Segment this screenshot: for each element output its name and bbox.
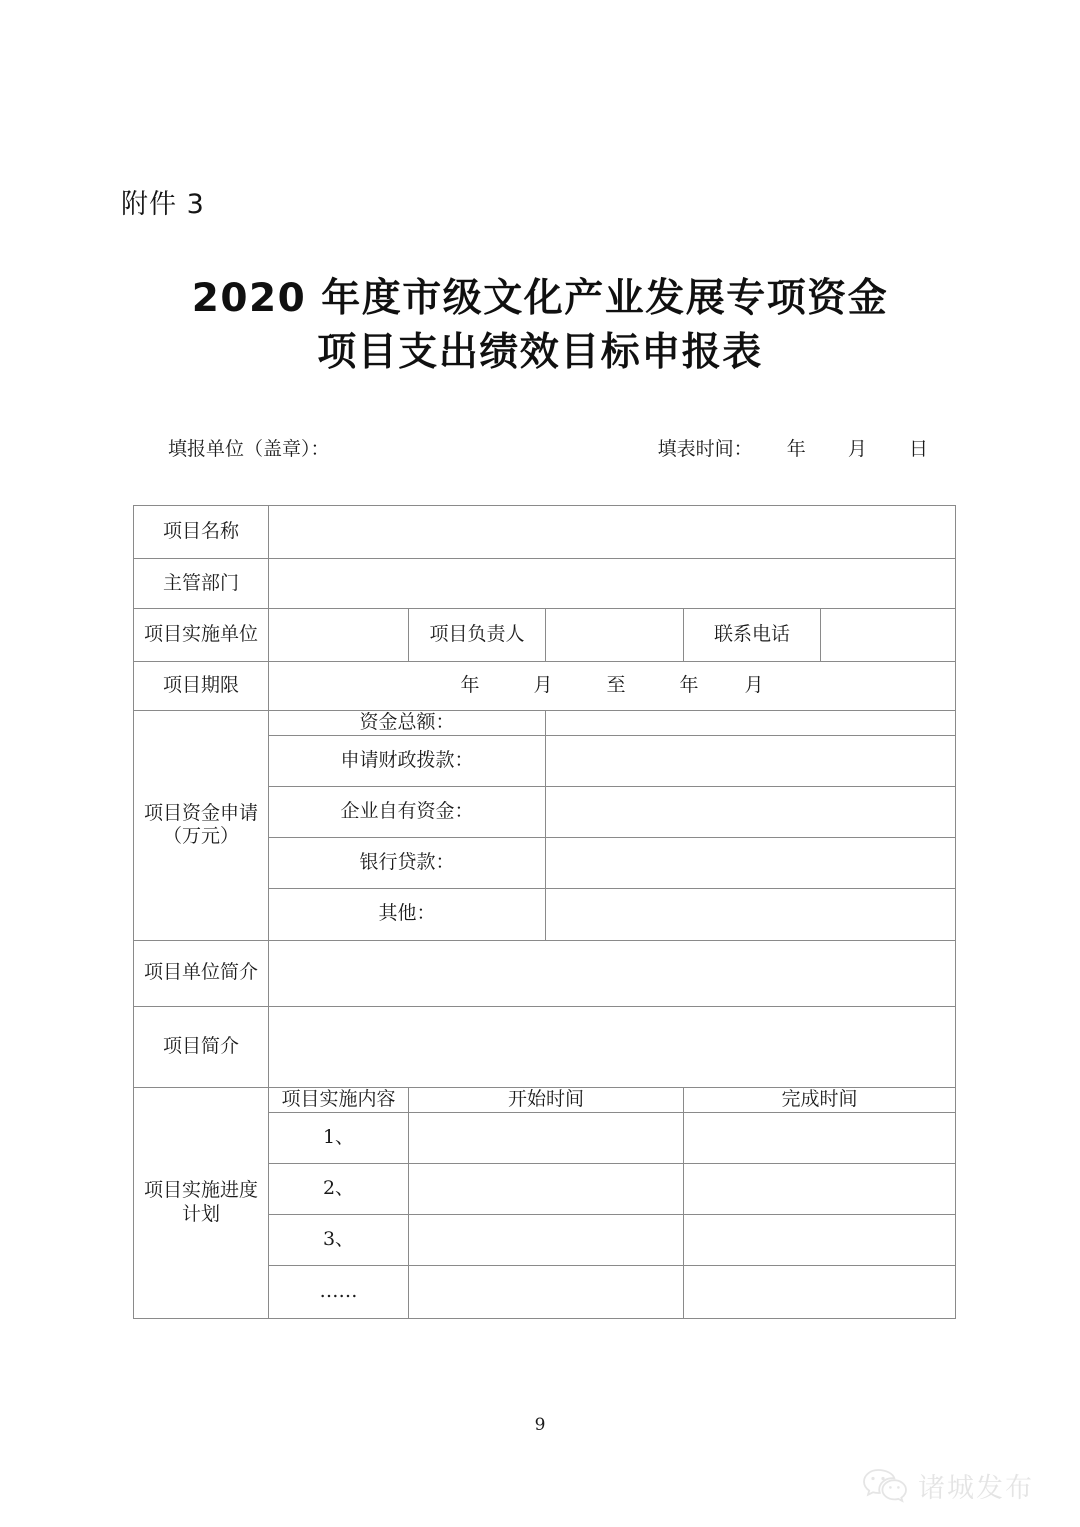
label-project-name: 项目名称 [134, 506, 269, 559]
header-schedule-content: 项目实施内容 [269, 1087, 409, 1112]
field-funding-item-4[interactable] [546, 888, 956, 940]
table-row-project-intro [134, 1006, 956, 1087]
period-month-end: 月 [744, 674, 764, 697]
field-schedule-start-0[interactable] [409, 1112, 684, 1163]
watermark-text: 诸城发布 [918, 1473, 1034, 1504]
field-schedule-start-3[interactable] [409, 1265, 684, 1318]
period-year-start: 年 [460, 674, 480, 697]
field-unit-intro[interactable] [269, 940, 956, 1006]
period-month-start: 月 [533, 674, 553, 697]
field-funding-item-1[interactable] [546, 735, 956, 786]
meta-row [168, 434, 950, 464]
table-row-schedule-header [134, 1087, 956, 1112]
title-line-1: 2020 年度市级文化产业发展专项资金 [191, 276, 889, 321]
field-contact-phone[interactable] [821, 609, 956, 662]
field-supervising-dept[interactable] [269, 559, 956, 609]
table-row-unit-intro [134, 940, 956, 1006]
fill-date-group [658, 434, 928, 461]
label-funding-item-4: 其他： [269, 888, 546, 940]
page-number: 9 [534, 1415, 546, 1435]
field-project-name[interactable] [269, 506, 956, 559]
table-row-implementing-unit [134, 609, 956, 662]
label-schedule-item-0: 1、 [269, 1112, 409, 1163]
performance-target-form-table [133, 505, 956, 1319]
label-supervising-dept: 主管部门 [134, 559, 269, 609]
fill-date-year: 年 [786, 438, 806, 460]
field-funding-item-3[interactable] [546, 837, 956, 888]
label-project-intro: 项目简介 [134, 1006, 269, 1087]
field-funding-item-0[interactable] [546, 711, 956, 736]
header-schedule-start: 开始时间 [409, 1087, 684, 1112]
label-contact-phone: 联系电话 [684, 609, 821, 662]
field-project-leader[interactable] [546, 609, 684, 662]
label-unit-intro: 项目单位简介 [134, 940, 269, 1006]
attachment-label: 附件 3 [121, 189, 205, 220]
fill-date-label: 填表时间： [657, 438, 753, 460]
field-schedule-end-2[interactable] [684, 1214, 956, 1265]
field-project-intro[interactable] [269, 1006, 956, 1087]
table-row-project-name [134, 506, 956, 559]
table-row-project-period [134, 662, 956, 711]
label-funding-item-0: 资金总额： [269, 711, 546, 736]
label-funding-item-3: 银行贷款： [269, 837, 546, 888]
label-funding-item-1: 申请财政拨款： [269, 735, 546, 786]
schedule-label-line-1: 项目实施进度 [143, 1178, 258, 1201]
page-title [0, 272, 1080, 380]
funding-label-line-2: （万元） [162, 825, 239, 848]
table-row-supervising-dept [134, 559, 956, 609]
label-schedule-item-1: 2、 [269, 1163, 409, 1214]
label-project-leader: 项目负责人 [409, 609, 546, 662]
fill-date-month: 月 [847, 438, 867, 460]
period-separator: 至 [606, 674, 626, 697]
funding-label-line-1: 项目资金申请 [143, 801, 258, 824]
field-schedule-start-1[interactable] [409, 1163, 684, 1214]
field-implementing-unit[interactable] [269, 609, 409, 662]
header-schedule-end: 完成时间 [684, 1087, 956, 1112]
fill-date-day: 日 [908, 438, 928, 460]
label-schedule-item-3: …… [269, 1265, 409, 1318]
period-year-end: 年 [679, 674, 699, 697]
field-schedule-end-3[interactable] [684, 1265, 956, 1318]
field-project-period[interactable] [269, 662, 956, 711]
title-line-2: 项目支出绩效目标申报表 [317, 330, 763, 375]
field-funding-item-2[interactable] [546, 786, 956, 837]
label-funding-application [134, 711, 269, 941]
table-row-funding-total [134, 711, 956, 736]
wechat-icon [862, 1467, 908, 1505]
field-schedule-end-1[interactable] [684, 1163, 956, 1214]
label-project-period: 项目期限 [134, 662, 269, 711]
schedule-label-line-2: 计划 [181, 1202, 220, 1225]
field-schedule-start-2[interactable] [409, 1214, 684, 1265]
watermark [862, 1466, 1034, 1505]
label-implementing-unit: 项目实施单位 [134, 609, 269, 662]
label-schedule-item-2: 3、 [269, 1214, 409, 1265]
field-schedule-end-0[interactable] [684, 1112, 956, 1163]
label-schedule-plan [134, 1087, 269, 1318]
label-funding-item-2: 企业自有资金： [269, 786, 546, 837]
reporting-unit-label: 填报单位（盖章）： [168, 438, 330, 460]
